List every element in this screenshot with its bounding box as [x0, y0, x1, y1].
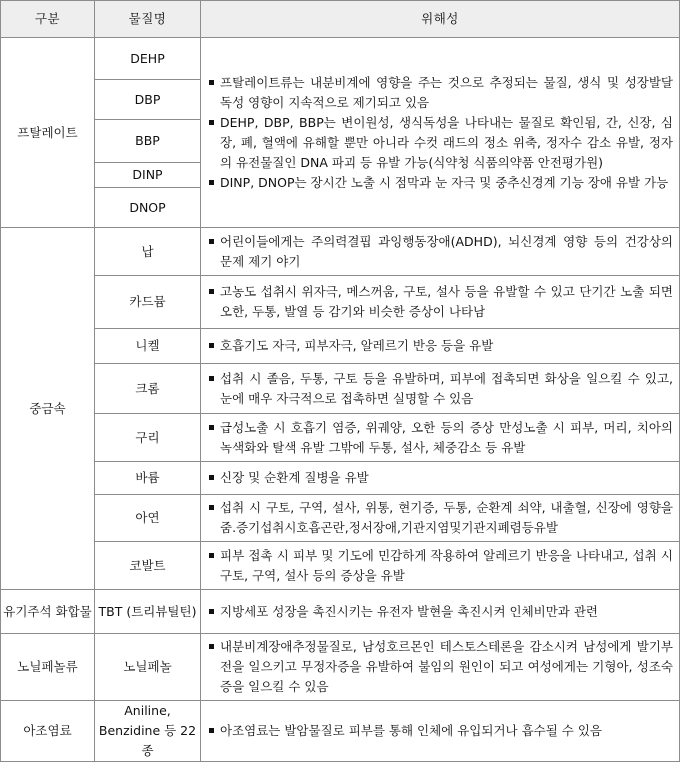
- table-row: [1, 701, 680, 762]
- table-row: [1, 414, 680, 462]
- material-cell: 카드뮴: [95, 276, 201, 329]
- bullet-item: 내분비계장애추정물질로, 남성호르몬인 테스토스테론을 감소시켜 남성에게 발기부전을 일으키고 무정자증을 유발하여 불임의 원인이 되고 여성에게는 기형아, 성조숙증을 일으킬 수 있음: [209, 637, 673, 697]
- bullet-item: 고농도 섭취시 위자극, 메스꺼움, 구토, 설사 등을 유발할 수 있고 단기간 노출 되면 오한, 두통, 발열 등 감기와 비슷한 증상이 나타남: [209, 282, 673, 322]
- header-category: 구분: [1, 1, 95, 38]
- hazard-cell: [201, 542, 680, 590]
- category-nonylphenol: 노닐페놀류: [1, 634, 95, 701]
- table-row: [1, 462, 680, 495]
- hazard-cell: [201, 414, 680, 462]
- hazard-cell: [201, 364, 680, 414]
- table-row: [1, 38, 680, 80]
- material-cell: DEHP: [95, 38, 201, 80]
- bullet-item: 섭취 시 구토, 구역, 설사, 위통, 현기증, 두통, 순환계 쇠약, 내출혈, 신장에 영향을줌.증기섭취시호흡곤란,정서장애,기관지염및기관지폐렴등유발: [209, 498, 673, 538]
- bullet-item: 프탈레이트류는 내분비계에 영향을 주는 것으로 추정되는 물질, 생식 및 성장발달 독성 영향이 지속적으로 제기되고 있음: [209, 73, 673, 113]
- material-cell: DNOP: [95, 188, 201, 228]
- bullet-item: 호흡기도 자극, 피부자극, 알레르기 반응 등을 유발: [209, 336, 673, 356]
- category-phthalate: 프탈레이트: [1, 38, 95, 228]
- table-row: [1, 364, 680, 414]
- header-hazard: 위해성: [201, 1, 680, 38]
- material-cell: 크롬: [95, 364, 201, 414]
- hazard-cell: [201, 462, 680, 495]
- hazard-cell: [201, 634, 680, 701]
- hazard-cell: [201, 329, 680, 364]
- material-cell: 아연: [95, 495, 201, 542]
- material-cell: 납: [95, 228, 201, 276]
- bullet-item: 아조염료는 발암물질로 피부를 통해 인체에 유입되거나 흡수될 수 있음: [209, 721, 673, 741]
- bullet-item: 피부 접촉 시 피부 및 기도에 민감하게 작용하여 알레르기 반응을 나타내고, 섭취 시 구토, 구역, 설사 등의 증상을 유발: [209, 546, 673, 586]
- hazard-cell: [201, 38, 680, 228]
- bullet-item: 급성노출 시 호흡기 염증, 위궤양, 오한 등의 증상 만성노출 시 피부, 머리, 치아의 녹색화와 탈색 유발 그밖에 두통, 설사, 체중감소 등 유발: [209, 418, 673, 458]
- material-cell: 니켈: [95, 329, 201, 364]
- material-cell: 구리: [95, 414, 201, 462]
- header-material: 물질명: [95, 1, 201, 38]
- table-row: [1, 590, 680, 634]
- category-organotin: 유기주석 화합물: [1, 590, 95, 634]
- bullet-item: DINP, DNOP는 장시간 노출 시 점막과 눈 자극 및 중추신경계 기능 장애 유발 가능: [209, 173, 673, 193]
- material-cell: TBT (트리뷰틸틴): [95, 590, 201, 634]
- bullet-item: DEHP, DBP, BBP는 변이원성, 생식독성을 나타내는 물질로 확인됨, 간, 신장, 심장, 폐, 혈액에 유해할 뿐만 아니라 수컷 래드의 정소 위축, 정자수 감소 유발, 정자의 유전물질인 DNA 파괴 등 유발 가능(식약청 식품의약품 안전평가원): [209, 113, 673, 173]
- hazard-cell: [201, 276, 680, 329]
- table-row: [1, 634, 680, 701]
- material-cell: BBP: [95, 120, 201, 163]
- hazard-cell: [201, 590, 680, 634]
- bullet-item: 어린이들에게는 주의력결핍 과잉행동장애(ADHD), 뇌신경계 영향 등의 건강상의 문제 제기 야기: [209, 232, 673, 272]
- material-cell: 코발트: [95, 542, 201, 590]
- bullet-item: 지방세포 성장을 촉진시키는 유전자 발현을 촉진시켜 인체비만과 관련: [209, 602, 673, 622]
- table-row: [1, 228, 680, 276]
- bullet-item: 신장 및 순환계 질병을 유발: [209, 468, 673, 488]
- material-cell: Aniline, Benzidine 등 22종: [95, 701, 201, 762]
- header-row: [1, 1, 680, 38]
- hazard-cell: [201, 228, 680, 276]
- hazard-cell: [201, 701, 680, 762]
- material-cell: DBP: [95, 80, 201, 120]
- category-azo: 아조염료: [1, 701, 95, 762]
- material-cell: DINP: [95, 163, 201, 188]
- table-row: [1, 542, 680, 590]
- table-row: [1, 276, 680, 329]
- material-cell: 바륨: [95, 462, 201, 495]
- hazard-cell: [201, 495, 680, 542]
- table-row: [1, 329, 680, 364]
- material-cell: 노닐페놀: [95, 634, 201, 701]
- category-heavy-metal: 중금속: [1, 228, 95, 590]
- table-row: [1, 495, 680, 542]
- bullet-item: 섭취 시 졸음, 두통, 구토 등을 유발하며, 피부에 접촉되면 화상을 일으킬 수 있고, 눈에 매우 자극적으로 접촉하면 실명할 수 있음: [209, 369, 673, 409]
